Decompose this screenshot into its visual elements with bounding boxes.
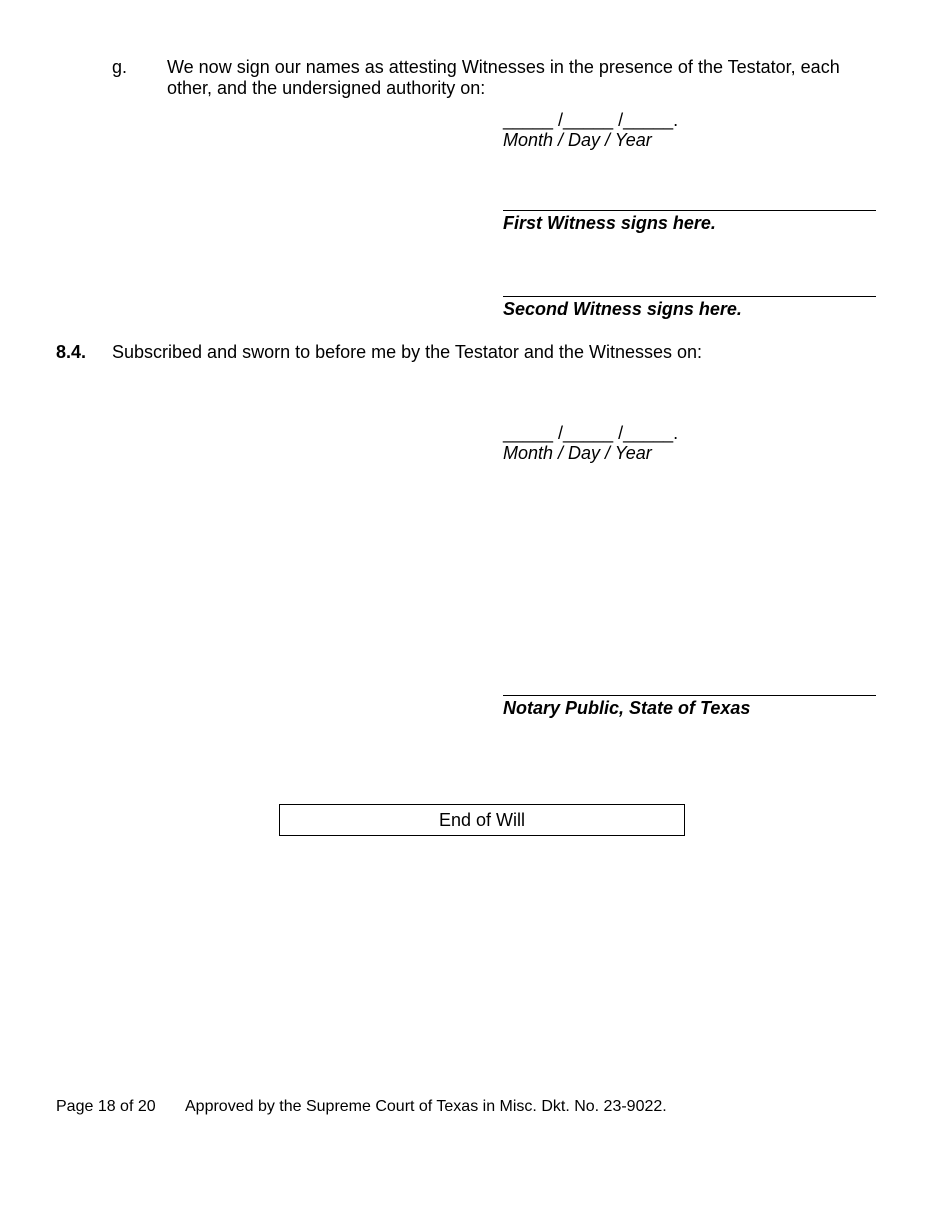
first-witness-caption: First Witness signs here.	[503, 213, 716, 233]
second-witness-signature-line	[503, 296, 876, 297]
date-caption-2: Month / Day / Year	[503, 443, 652, 463]
notary-signature-line	[503, 695, 876, 696]
first-witness-signature-line	[503, 210, 876, 211]
item-g-label: g.	[112, 57, 128, 77]
footer-page-number: Page 18 of 20	[56, 1098, 156, 1115]
end-of-will-box: End of Will	[279, 804, 685, 836]
second-witness-caption: Second Witness signs here.	[503, 299, 742, 319]
notary-caption: Notary Public, State of Texas	[503, 698, 751, 718]
footer-approval: Approved by the Supreme Court of Texas in Misc. Dkt. No. 23-9022.	[185, 1098, 667, 1115]
item-g-text: We now sign our names as attesting Witnesses in the presence of the Testator, each other, and the undersigned authority on:	[167, 57, 840, 98]
date-blank-1: _____ /_____ /_____.	[503, 110, 679, 130]
section-number: 8.4.	[56, 342, 87, 362]
date-caption-1: Month / Day / Year	[503, 130, 652, 150]
section-text: Subscribed and sworn to before me by the Testator and the Witnesses on:	[112, 342, 703, 362]
date-blank-2: _____ /_____ /_____.	[503, 423, 679, 443]
